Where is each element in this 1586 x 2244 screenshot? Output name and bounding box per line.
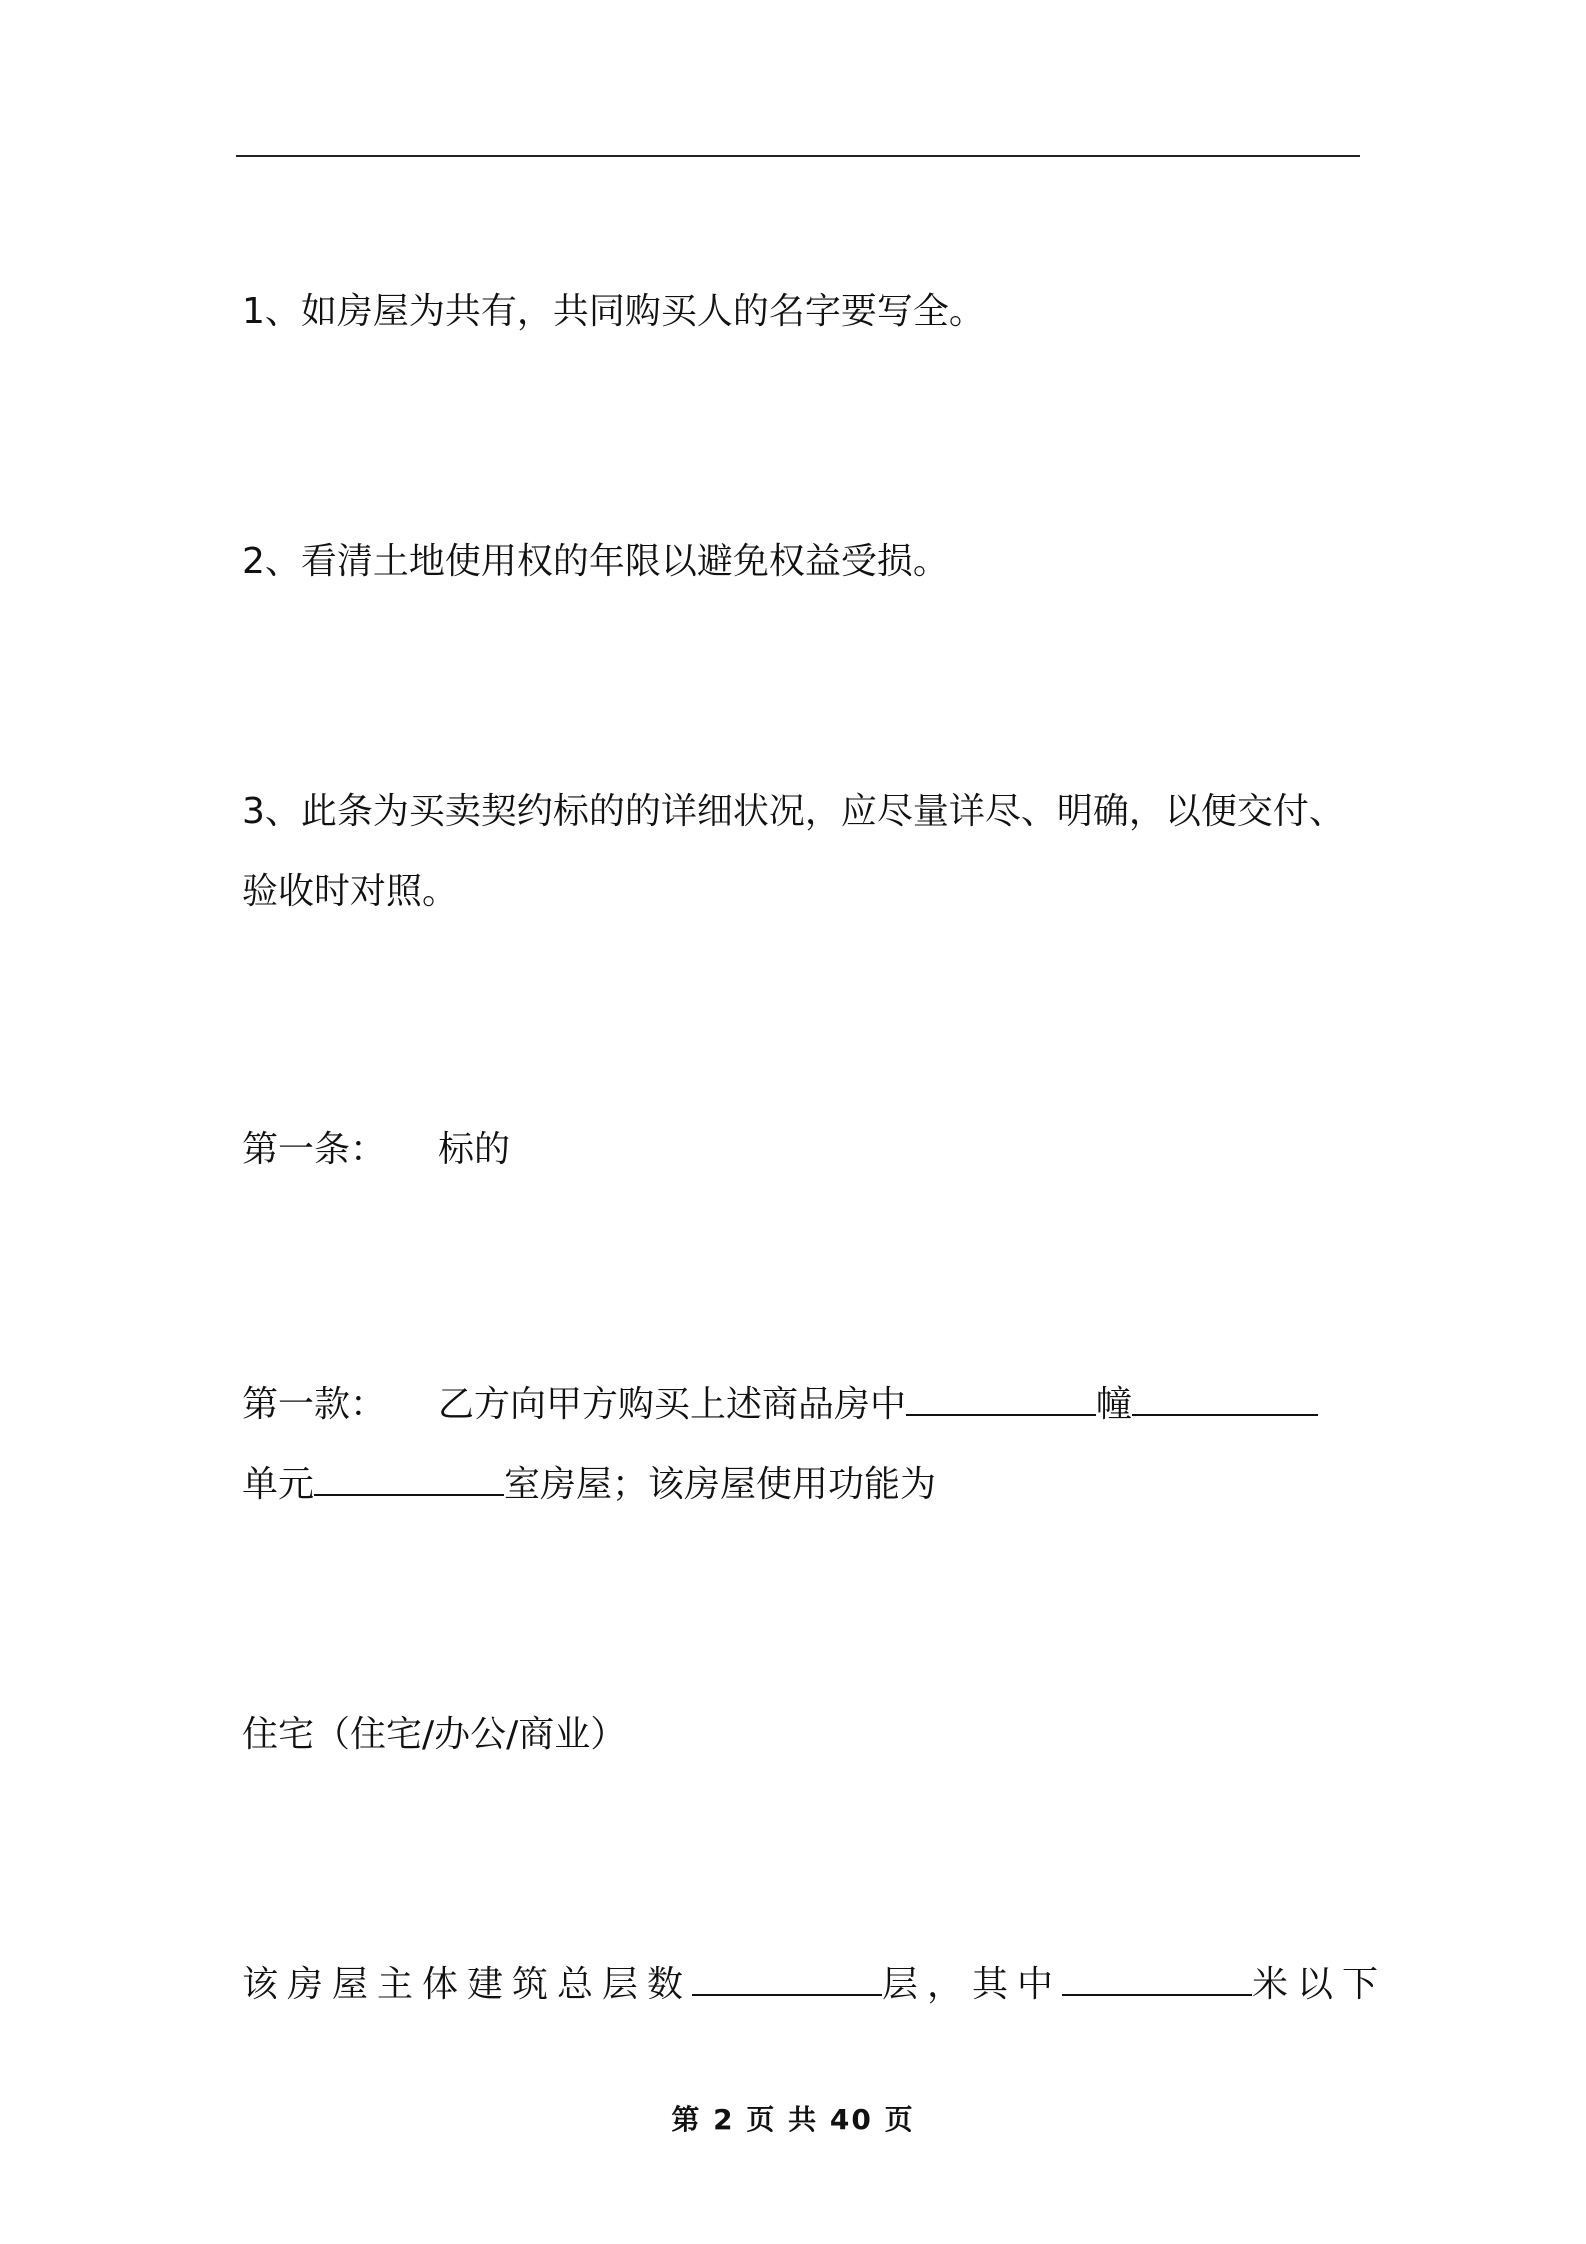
- floors-paragraph: [242, 1945, 1388, 2025]
- room-blank: [314, 1448, 504, 1496]
- paragraph-3: [242, 772, 1366, 932]
- clause-label: 第一款：: [242, 1384, 387, 1425]
- height-blank: [1062, 1948, 1252, 1996]
- floors-text-b: 层，其中: [882, 1964, 1063, 2005]
- paragraph-2: [242, 522, 1366, 602]
- paragraph-1: [242, 272, 1366, 352]
- clause-1-line-2: [242, 1445, 1366, 1525]
- clause-line2-a: 单元: [242, 1464, 315, 1505]
- article-title: 标的: [438, 1129, 511, 1170]
- paragraph-3-line-2: 验收时对照。: [242, 871, 459, 912]
- paragraph-2-text: 2、看清土地使用权的年限以避免权益受损。: [242, 541, 949, 582]
- unit-blank: [1132, 1368, 1318, 1416]
- article-heading: [242, 1110, 1366, 1190]
- page-number-footer: 第 2 页 共 40 页: [671, 2103, 915, 2136]
- clause-line2-b: 室房屋；该房屋使用功能为: [504, 1464, 937, 1505]
- article-heading-line: [242, 1110, 1366, 1190]
- usage-paragraph: [242, 1695, 1366, 1775]
- header-rule: [236, 155, 1360, 157]
- clause-1-line-1: [242, 1365, 1366, 1445]
- clause-1: [242, 1365, 1366, 1525]
- usage-text: 住宅（住宅/办公/商业）: [242, 1714, 627, 1755]
- total-floors-blank: [692, 1948, 882, 1996]
- building-blank: [906, 1368, 1096, 1416]
- paragraph-3-line-1: 3、此条为买卖契约标的的详细状况，应尽量详尽、明确，以便交付、: [242, 791, 1345, 832]
- article-label: 第一条：: [242, 1129, 387, 1170]
- floors-text-c: 米以下: [1252, 1964, 1388, 2005]
- clause-text-a: 乙方向甲方购买上述商品房中: [438, 1384, 907, 1425]
- clause-text-b: 幢: [1096, 1384, 1133, 1425]
- paragraph-1-text: 1、如房屋为共有，共同购买人的名字要写全。: [242, 291, 985, 332]
- floors-line: [242, 1945, 1388, 2025]
- floors-text-a: 该房屋主体建筑总层数: [242, 1964, 693, 2005]
